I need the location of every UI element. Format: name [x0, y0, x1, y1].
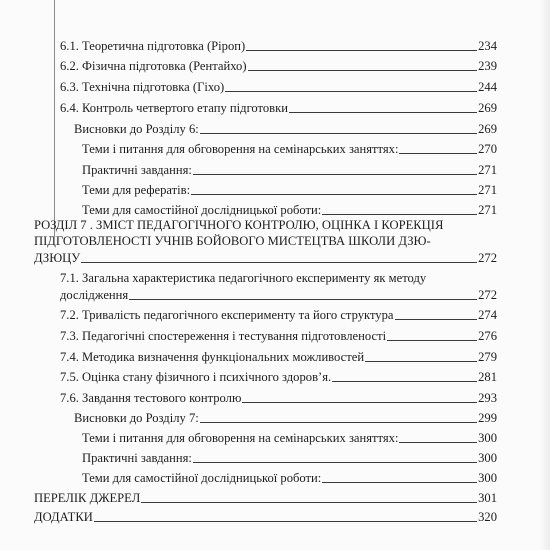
- dot-leader: [387, 340, 477, 341]
- toc-entry-6-2[interactable]: 6.2. Фізична підготовка (Рентайхо) 239: [60, 59, 497, 73]
- dot-leader: [191, 194, 477, 195]
- toc-entry-conclusions-7[interactable]: Висновки до Розділу 7: 299: [74, 411, 497, 425]
- dot-leader: [225, 91, 477, 92]
- dot-leader: [141, 502, 477, 503]
- dot-leader: [399, 442, 477, 443]
- toc-entry-7-4[interactable]: 7.4. Методика визначення функціональних можливостей 279: [60, 350, 497, 364]
- dot-leader: [246, 50, 477, 51]
- toc-entry-research-topics-6[interactable]: Теми для самостійної дослідницької роботи: 271: [82, 203, 497, 217]
- dot-leader: [322, 482, 477, 483]
- dot-leader: [129, 299, 477, 300]
- toc-entry-research-topics-7[interactable]: Теми для самостійної дослідницької роботи: 300: [82, 471, 497, 485]
- toc-entry-7-2[interactable]: 7.2. Тривалість педагогічного експерименту та його структура 274: [60, 308, 497, 322]
- dot-leader: [399, 153, 477, 154]
- toc-entry-seminar-topics-6[interactable]: Теми і питання для обговорення на семінарських заняттях: 270: [82, 142, 497, 156]
- toc-entry-7-1-line1[interactable]: 7.1. Загальна характеристика педагогічного експерименту як методу: [60, 271, 427, 285]
- toc-entry-6-4[interactable]: 6.4. Контроль четвертого етапу підготовки 269: [60, 101, 497, 115]
- margin-rule: [54, 0, 55, 236]
- dot-leader: [395, 319, 478, 320]
- dot-leader: [332, 381, 477, 382]
- dot-leader: [94, 521, 477, 522]
- dot-leader: [81, 262, 477, 263]
- dot-leader: [248, 70, 478, 71]
- toc-entry-references[interactable]: ПЕРЕЛІК ДЖЕРЕЛ 301: [34, 491, 497, 505]
- dot-leader: [242, 402, 477, 403]
- toc-entry-7-1-line2[interactable]: дослідження 272: [60, 288, 497, 302]
- toc-entry-6-1[interactable]: 6.1. Теоретична підготовка (Ріроп) 234: [60, 39, 497, 53]
- dot-leader: [200, 422, 477, 423]
- toc-entry-7-6[interactable]: 7.6. Завдання тестового контролю 293: [60, 391, 497, 405]
- toc-entry-essay-topics-6[interactable]: Теми для рефератів: 271: [82, 183, 497, 197]
- toc-entry-practical-tasks-6[interactable]: Практичні завдання: 271: [82, 163, 497, 177]
- dot-leader: [289, 112, 477, 113]
- toc-entry-practical-tasks-7[interactable]: Практичні завдання: 300: [82, 451, 497, 465]
- dot-leader: [193, 174, 477, 175]
- page-edge-shadow: [540, 0, 550, 550]
- toc-entry-conclusions-6[interactable]: Висновки до Розділу 6: 269: [74, 122, 497, 136]
- chapter-7-heading[interactable]: РОЗДІЛ 7 . ЗМІСТ ПЕДАГОГІЧНОГО КОНТРОЛЮ, ОЦІНКА І КОРЕКЦІЯ ПІДГОТОВЛЕНОСТІ УЧНІВ БОЙОВОГО МИСТЕЦТВА ШКОЛИ ДЗЮ-: [34, 218, 444, 248]
- toc-entry-6-3[interactable]: 6.3. Технічна підготовка (Гіхо) 244: [60, 80, 497, 94]
- toc-entry-seminar-topics-7[interactable]: Теми і питання для обговорення на семінарських заняттях: 300: [82, 431, 497, 445]
- dot-leader: [193, 462, 477, 463]
- dot-leader: [322, 214, 477, 215]
- dot-leader: [200, 133, 477, 134]
- toc-entry-7-3[interactable]: 7.3. Педагогічні спостереження і тестування підготовленості 276: [60, 329, 497, 343]
- chapter-7-heading-last-line[interactable]: ДЗЮЦУ 272: [34, 251, 497, 265]
- toc-entry-appendices[interactable]: ДОДАТКИ 320: [34, 510, 497, 524]
- dot-leader: [365, 361, 477, 362]
- toc-entry-7-5[interactable]: 7.5. Оцінка стану фізичного і психічного здоров’я. 281: [60, 370, 497, 384]
